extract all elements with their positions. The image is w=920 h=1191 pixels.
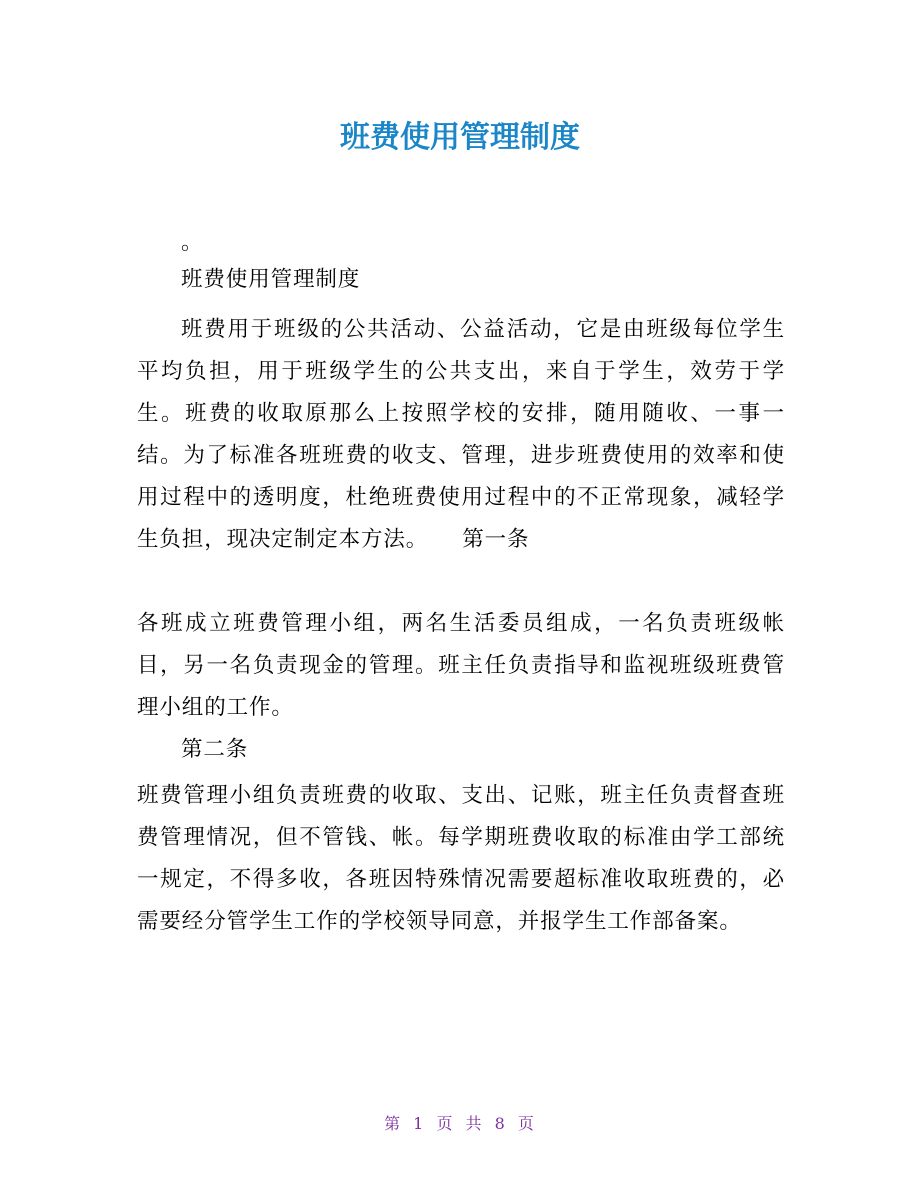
intro-text: 班费用于班级的公共活动、公益活动，它是由班级每位学生平均负担，用于班级学生的公共支出，来自于学生，效劳于学生。班费的收取原那么上按照学校的安排，随用随收、一事一结。为了标准各班班费的收支、管理，进步班费使用的效率和使用过程中的透明度，杜绝班费使用过程中的不正常现象，减轻学生负担，现决定制定本方法。 [137,317,785,552]
article-1-body: 各班成立班费管理小组，两名生活委员组成，一名负责班级帐目，另一名负责现金的管理。班主任负责指导和监视班级班费管理小组的工作。 [137,611,785,720]
lead-mark: 。 [181,230,204,255]
article-1-heading: 第一条 [462,527,530,552]
subtitle: 班费使用管理制度 [181,267,361,292]
page-title: 班费使用管理制度 [340,120,580,155]
article-2-heading: 第二条 [181,737,249,762]
article-2-body: 班费管理小组负责班费的收取、支出、记账，班主任负责督查班费管理情况，但不管钱、帐。每学期班费收取的标准由学工部统一规定，不得多收，各班因特殊情况需要超标准收取班费的，必需要经分管学生工作的学校领导同意，并报学生工作部备案。 [137,783,785,934]
page-number: 第 1 页 共 8 页 [384,1114,536,1133]
intro-paragraph [137,309,785,561]
